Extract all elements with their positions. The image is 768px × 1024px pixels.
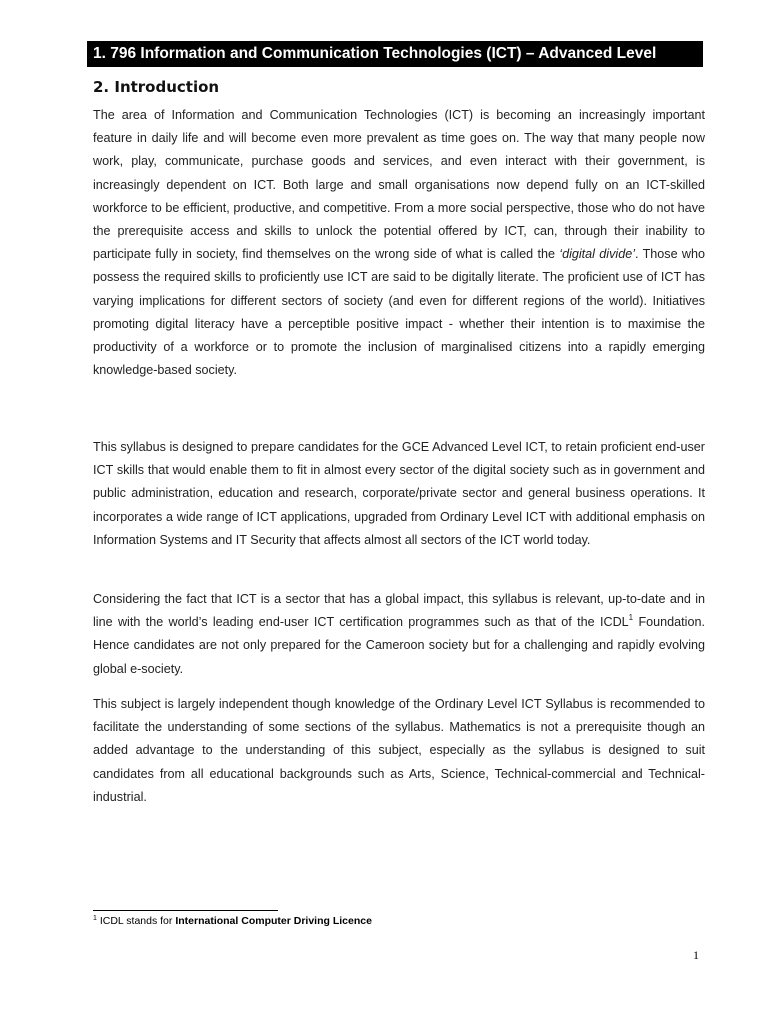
footnote-marker: 1 — [93, 915, 97, 922]
intro-paragraph-2: This syllabus is designed to prepare candidates for the GCE Advanced Level ICT, to retain proficient end-user ICT skills that would enable them to fit in almost every sector of the digital society such as in government and public administration, education and research, corporate/private sector and general business operations. It incorporates a wide range of ICT applications, upgraded from Ordinary Level ICT with additional emphasis on Information Systems and IT Security that affects almost all sectors of the ICT world today. — [93, 440, 705, 547]
intro-p1-text-b: . Those who possess the required skills to proficiently use ICT are said to be digitally literate. The proficient use of ICT has varying implications for different sectors of society (and even for different regions of the world). Initiatives promoting digital literacy have a perceptible positive impact - whether their intention is to maximise the productivity of a workforce or to promote the inclusion of marginalised citizens into a rapidly emerging knowledge-based society. — [93, 247, 706, 378]
footnote-separator — [93, 910, 278, 911]
intro-paragraph-1 — [93, 104, 705, 382]
section-title-bar: 1. 796 Information and Communication Technologies (ICT) – Advanced Level — [87, 41, 703, 67]
introduction-heading: 2. Introduction — [93, 78, 220, 96]
digital-divide-emphasis: ‘digital divide’ — [559, 247, 635, 262]
intro-p1-text-a: The area of Information and Communication Technologies (ICT) is becoming an increasingly important feature in daily life and will become even more prevalent as time goes on. The way that many people now work, play, communicate, purchase goods and services, and even interact with their government, is increasingly dependent on ICT. Both large and small organisations now depend fully on an ICT-skilled workforce to be efficient, productive, and competitive. From a more social perspective, those who do not have the prerequisite access and skills to unlock the potential offered by ICT, can, through their inability to participate fully in society, find themselves on the wrong side of what is called the — [93, 108, 705, 262]
page-number: 1 — [693, 948, 699, 962]
intro-paragraph-4: This subject is largely independent though knowledge of the Ordinary Level ICT Syllabus is recommended to facilitate the understanding of some sections of the syllabus. Mathematics is not a prerequisite though an added advantage to the understanding of this subject, especially as the syllabus is designed to suit candidates from all educational backgrounds such as Arts, Science, Technical-commercial and Technical-industrial. — [93, 697, 705, 804]
footnote-reference[interactable]: 1 — [628, 613, 634, 623]
intro-paragraph-3 — [93, 588, 705, 681]
intro-p3-text-a: Considering the fact that ICT is a sector that has a global impact, this syllabus is relevant, up-to-date and in line with the world’s leading end-user ICT certification programmes such as that of the ICDL — [93, 592, 705, 630]
intro-p3-text-b: Foundation. Hence candidates are not only prepared for the Cameroon society but for a challenging and rapidly evolving global e-society. — [93, 615, 705, 676]
footnote-bold-text: International Computer Driving Licence — [175, 915, 372, 927]
footnote — [93, 915, 372, 927]
footnote-text: ICDL stands for — [96, 915, 176, 927]
